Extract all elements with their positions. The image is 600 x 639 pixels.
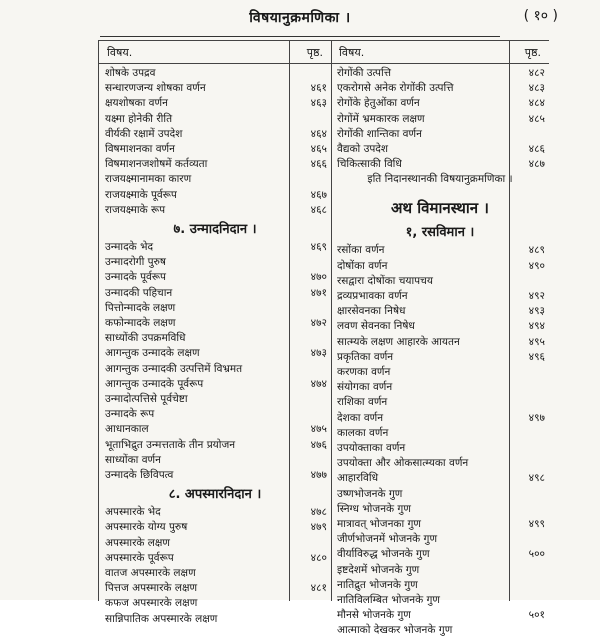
left-column [99, 41, 331, 625]
entry-title: आगन्तुक उन्मादकी उत्पत्तिमें विभ्रमत [105, 362, 243, 375]
left-section-heading: ७. उन्मादनिदान । [173, 222, 257, 237]
entry-title: रोगोंकी उत्पत्ति [337, 67, 391, 79]
entry-page-number: ५०० [528, 548, 545, 561]
entry-title: मात्रावत् भोजनका गुण [337, 518, 422, 530]
entry-title: उन्मादके छिविपत्व [105, 469, 174, 481]
entry-title: देशका वर्णन [337, 411, 384, 424]
right-closing-note: इति निदानस्थानकी विषयानुक्रमणिका । [367, 173, 513, 186]
entry-title: वीर्यकी रक्षामें उपदेश [105, 127, 183, 140]
left-toc-entry [99, 467, 331, 484]
entry-page-number: ४८६ [528, 143, 545, 155]
entry-page-number: ४६८ [310, 203, 327, 216]
right-column [331, 41, 549, 637]
entry-title: रोगोंमें भ्रमकारक लक्षण [337, 112, 425, 125]
entry-title: उपयोक्ता और ओकसात्म्यका वर्णन [337, 457, 469, 470]
entry-title: भूताभिद्रुत उन्मत्तताके तीन प्रयोजन [105, 438, 236, 451]
page-title: विषयानुक्रमणिका । [249, 10, 351, 26]
entry-title: द्रव्यप्रभावका वर्णन [337, 290, 408, 302]
entry-title: विषमाशनका वर्णन [105, 143, 175, 155]
entry-title: उन्मादके पूर्वरूप [105, 271, 166, 284]
entry-page-number: ४६३ [310, 97, 327, 110]
entry-title: संयोगका वर्णन [337, 381, 393, 394]
page-header [0, 4, 600, 32]
entry-title: क्षयशोषका वर्णन [105, 97, 168, 110]
entry-title: चिकित्साकी विधि [337, 158, 402, 171]
entry-title: साध्योंका वर्णन [105, 453, 161, 466]
entry-title: राशिका वर्णन [337, 396, 388, 409]
entry-title: सान्निपातिक अपस्मारके लक्षण [105, 612, 218, 625]
right-page-header: पृष्ठ. [524, 45, 541, 59]
entry-page-number: ४८३ [528, 82, 545, 95]
right-section-heading: १, रसविमान । [405, 225, 475, 241]
entry-page-number: ४९३ [528, 305, 545, 318]
entry-page-number: ४९६ [528, 350, 545, 363]
entry-page-number: ४९८ [528, 472, 545, 485]
entry-page-number: ४७८ [310, 506, 327, 519]
entry-title: यक्ष्मा होनेकी रीति [105, 112, 173, 125]
entry-title: कालका वर्णन [337, 426, 389, 439]
entry-title: रोगोंकी शान्तिका वर्णन [337, 127, 422, 140]
entry-page-number: ४९४ [528, 320, 545, 333]
entry-page-number: ४८५ [528, 112, 545, 125]
entry-page-number: ४६१ [310, 82, 327, 95]
entry-title: जीर्णभोजनमें भोजनके गुण [337, 533, 438, 546]
entry-title: रसोंका वर्णन [337, 244, 385, 257]
entry-page-number: ४८७ [528, 158, 545, 171]
entry-page-number: ४६७ [310, 188, 327, 201]
entry-title: आगन्तुक उन्मादके पूर्वरूप [105, 377, 204, 390]
left-section-heading: ८. अपस्मारनिदान । [168, 487, 262, 503]
entry-title: उपयोक्ताका वर्णन [337, 442, 406, 454]
left-page-header: पृष्ठ. [306, 45, 323, 59]
entry-title: उन्मादके रूप [105, 408, 155, 421]
entry-page-number: ४६९ [310, 241, 327, 253]
entry-title: सन्धारणजन्य शोषका वर्णन [105, 82, 206, 95]
entry-title: राजयक्ष्माके रूप [105, 203, 166, 216]
entry-title: सात्म्यके लक्षण आहारके आयतन [337, 335, 460, 348]
right-subject-header: विषय. [339, 45, 365, 59]
entry-page-number: ४७० [310, 271, 327, 284]
entry-title: पित्तोन्मादके लक्षण [105, 301, 176, 314]
entry-title: उन्मादके भेद [105, 241, 154, 253]
entry-title: शोषके उपद्रव [105, 67, 156, 79]
entry-title: आहारविधि [337, 472, 379, 485]
entry-page-number: ४९२ [528, 290, 545, 302]
header-rule [100, 36, 500, 37]
entry-title: रोगोंके हेतुओंका वर्णन [337, 97, 420, 110]
entry-title: प्रकृतिका वर्णन [337, 350, 394, 363]
entry-title: नातिद्रुत भोजनके गुण [337, 578, 418, 591]
entry-title: क्षारसेवनका निषेध [337, 305, 406, 318]
entry-title: नातिविलम्बित भोजनके गुण [337, 594, 441, 606]
entry-title: आगन्तुक उन्मादके लक्षण [105, 347, 200, 360]
entry-page-number: ४९० [528, 259, 545, 272]
page-number: ( १० ) [523, 8, 558, 24]
right-section-heading: अथ विमानस्थान । [391, 199, 489, 218]
entry-title: दोषोंका वर्णन [337, 259, 388, 272]
entry-page-number: ४७१ [310, 286, 327, 299]
entry-page-number: ४६४ [310, 127, 327, 140]
entry-title: स्निग्ध भोजनके गुण [337, 502, 411, 515]
entry-page-number: ४९५ [528, 335, 545, 348]
entry-page-number: ४७५ [310, 423, 327, 436]
entry-title: राजयक्ष्माके पूर्वरूप [105, 188, 177, 201]
entry-title: एकरोगसे अनेक रोगोंकी उत्पत्ति [337, 82, 454, 95]
entry-title: उन्मादरोगी पुरुष [105, 256, 166, 269]
entry-page-number: ५०१ [528, 609, 545, 622]
entry-title: अपस्मारके पूर्वरूप [105, 551, 174, 564]
contents-table [98, 40, 549, 637]
entry-page-number: ४७२ [310, 317, 327, 329]
entry-page-number: ४६५ [310, 143, 327, 155]
entry-title: राजयक्ष्मानामका कारण [105, 173, 192, 186]
entry-title: करणका वर्णन [337, 366, 391, 378]
entry-title: विषमाशनजशोषमें कर्तव्यता [105, 158, 208, 171]
right-toc-entry [331, 622, 549, 639]
entry-title: इष्टदेशमें भोजनके गुण [337, 563, 420, 576]
entry-title: उष्णभोजनके गुण [337, 487, 403, 500]
left-toc-entry [99, 202, 331, 219]
entry-title: अपस्मारके योग्य पुरुष [105, 521, 188, 534]
entry-title: वैद्यको उपदेश [337, 143, 389, 155]
entry-page-number: ४८४ [528, 97, 545, 110]
entry-title: वीर्याविरुद्ध भोजनके गुण [337, 548, 430, 561]
entry-title: मौनसे भोजनके गुण [337, 609, 411, 622]
entry-page-number: ४७३ [310, 347, 327, 360]
entry-page-number: ४८९ [528, 244, 545, 257]
entry-title: लवण सेवनका निषेध [337, 320, 415, 333]
entry-title: उन्मादकी पहिचान [105, 286, 173, 299]
entry-page-number: ४७६ [310, 438, 327, 451]
entry-page-number: ४७७ [310, 469, 327, 481]
entry-title: आत्माको देखकर भोजनके गुण [337, 624, 453, 637]
left-toc-entry [99, 611, 331, 628]
entry-page-number: ४६६ [310, 158, 327, 171]
entry-page-number: ४९७ [528, 411, 545, 424]
entry-title: रसद्वारा दोषोंका चयापचय [337, 274, 433, 287]
entry-page-number: ४८० [310, 551, 327, 564]
entry-page-number: ४८१ [310, 582, 327, 595]
entry-page-number: ४७४ [310, 377, 327, 390]
entry-title: आधानकाल [105, 423, 149, 436]
entry-title: उन्मादोत्पत्तिसे पूर्वचेष्टा [105, 393, 188, 405]
entry-title: वातज अपस्मारके लक्षण [105, 567, 196, 579]
entry-title: कफज अपस्मारके लक्षण [105, 597, 198, 610]
entry-title: कफोन्मादके लक्षण [105, 317, 176, 329]
entry-page-number: ४८२ [528, 67, 545, 79]
entry-title: साध्योंकी उपक्रमविधि [105, 332, 186, 345]
entry-page-number: ४७९ [310, 521, 327, 534]
entry-title: अपस्मारके लक्षण [105, 536, 171, 549]
entry-title: पित्तज अपस्मारके लक्षण [105, 582, 198, 595]
left-subject-header: विषय. [107, 45, 133, 59]
entry-page-number: ४९९ [528, 518, 545, 530]
entry-title: अपस्मारके भेद [105, 506, 161, 519]
